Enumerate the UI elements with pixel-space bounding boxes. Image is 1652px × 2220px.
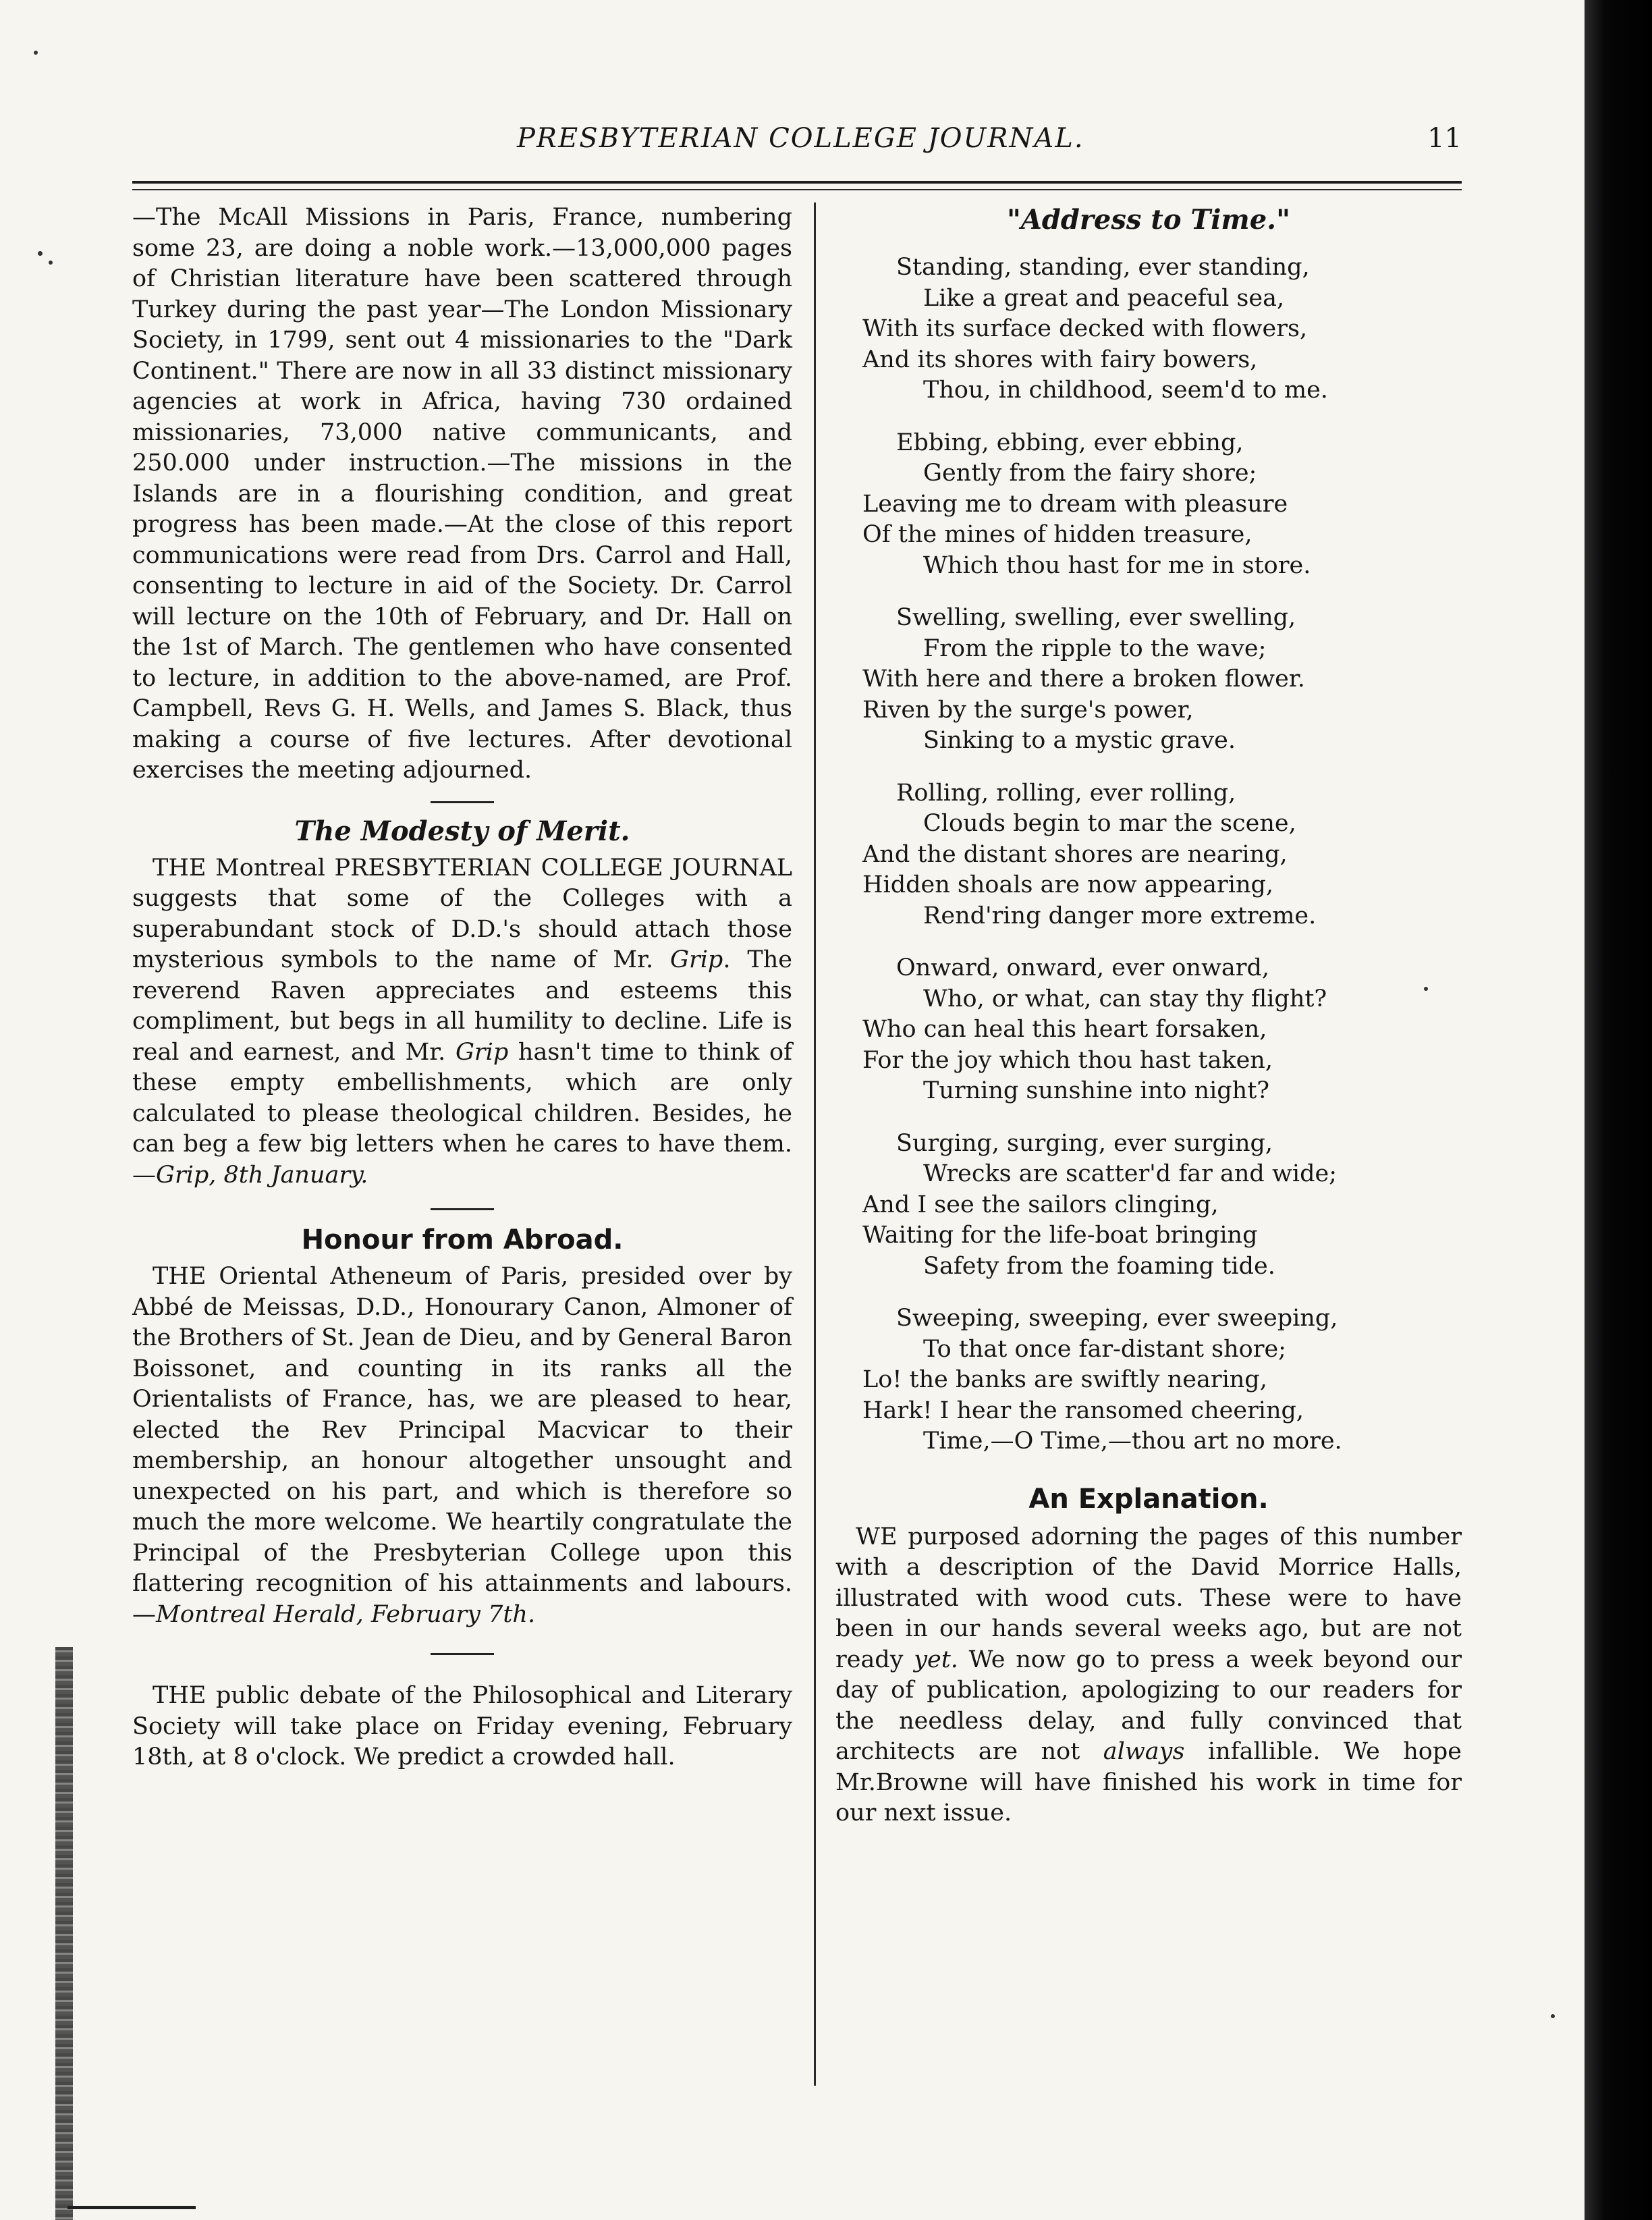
poem-line: Wrecks are scatter'd far and wide; <box>923 1160 1338 1187</box>
page-edge-shadow <box>1585 0 1652 2220</box>
poem <box>835 252 1462 1457</box>
header-rule-thin <box>132 189 1462 190</box>
poem-line: Lo! the banks are swiftly nearing, <box>862 1366 1267 1393</box>
section-rule <box>431 801 494 803</box>
explanation-text-3: infallible. We hope Mr.Browne will have finished his work in time for our next issue. <box>835 1738 1462 1826</box>
poem-line: With here and there a broken flower. <box>862 666 1305 693</box>
left-column <box>132 202 792 1773</box>
poem-line: Waiting for the life-boat bringing <box>862 1222 1258 1249</box>
right-column <box>835 202 1462 1829</box>
modesty-text-1: Montreal <box>206 854 335 882</box>
binding-edge <box>55 1647 73 2220</box>
explanation-text-1: purposed adorning the pages of this number with a description of the David Morrice Halls, illustrated with wood cuts. These were to have been in our hands several weeks ago, but are not ready <box>835 1523 1462 1673</box>
scan-speck <box>1551 2014 1555 2018</box>
poem-stanza <box>835 428 1462 582</box>
poem-line: And I see the sailors clinging, <box>862 1191 1219 1218</box>
poem-line: Thou, in childhood, seem'd to me. <box>923 377 1328 404</box>
honour-heading: Honour from Abroad. <box>301 1224 624 1255</box>
poem-line: Leaving me to dream with pleasure <box>862 490 1288 518</box>
honour-lead: THE <box>153 1263 206 1290</box>
poem-line: With its surface decked with flowers, <box>862 315 1308 342</box>
poem-line: Which thou hast for me in store. <box>923 551 1311 579</box>
grip-name-2: Grip <box>455 1038 509 1066</box>
scan-speck <box>38 251 43 256</box>
poem-line: Rolling, rolling, ever rolling, <box>896 779 1236 807</box>
poem-line: And the distant shores are nearing, <box>862 840 1288 868</box>
modesty-heading: The Modesty of Merit. <box>294 815 630 847</box>
modesty-lead: THE <box>153 854 206 882</box>
poem-line: Riven by the surge's power, <box>862 696 1194 724</box>
modesty-paragraph <box>132 853 792 1191</box>
poem-line: Ebbing, ebbing, ever ebbing, <box>896 429 1244 456</box>
honour-text: Oriental Atheneum of Paris, presided over by Abbé de Meissas, D.D., Honourary Canon, Almoner of the Brothers of St. Jean de Dieu, and by General Baron Boissonet, and counting in its ranks all the Orientalists of France, has, we are pleased to hear, elected the Rev Principal Macvicar to their membership, an honour altogether unsought and unexpected on his part, and which is therefore so much the more welcome. We heartily congratulate the Principal of the Presbyterian College upon this flattering recognition of his attainments and labours.— <box>132 1263 792 1628</box>
poem-line: Rend'ring danger more extreme. <box>923 902 1317 929</box>
debate-paragraph <box>132 1681 792 1773</box>
poem-stanza <box>835 1303 1462 1457</box>
poem-line: Swelling, swelling, ever swelling, <box>896 604 1296 631</box>
scan-speck <box>49 261 53 265</box>
explanation-heading: An Explanation. <box>1028 1483 1269 1515</box>
honour-paragraph <box>132 1262 792 1630</box>
poem-line: Of the mines of hidden treasure, <box>862 521 1252 548</box>
poem-stanza <box>835 1129 1462 1282</box>
explanation-always: always <box>1103 1738 1185 1765</box>
poem-stanza <box>835 778 1462 932</box>
poem-line: Sweeping, sweeping, ever sweeping, <box>896 1305 1338 1332</box>
missions-paragraph: —The McAll Missions in Paris, France, numbering some 23, are doing a noble work.—13,000,000 pages of Christian literature have been scattered through Turkey during the past year—The London Missionary Society, in 1799, sent out 4 missionaries to the "Dark Continent." There are now in all 33 distinct missionary agencies at work in Africa, having 730 ordained missionaries, 73,000 native communicants, and 250.000 under instruction.—The missions in the Islands are in a flourishing condition, and great progress has been made.—At the close of this report communications were read from Drs. Carrol and Hall, consenting to lecture in aid of the Society. Dr. Carrol will lecture on the 10th of February, and Dr. Hall on the 1st of March. The gentlemen who have consented to lecture, in addition to the above-named, are Prof. Campbell, Revs G. H. Wells, and James S. Black, thus making a course of five lectures. After devotional exercises the meeting adjourned. <box>132 204 792 784</box>
poem-stanza <box>835 603 1462 757</box>
running-header <box>132 123 1462 170</box>
modesty-source: Grip, 8th January. <box>156 1161 368 1189</box>
explanation-yet: yet. <box>914 1646 958 1673</box>
binding-edge-base <box>67 2206 196 2209</box>
explanation-text-2: We now go to press a week beyond our day of publication, apologizing to our readers for the needless delay, and fully convinced that architects are not <box>835 1646 1462 1765</box>
poem-line: And its shores with fairy bowers, <box>862 346 1258 373</box>
poem-heading: "Address to Time." <box>1007 204 1290 236</box>
poem-line: Surging, surging, ever surging, <box>896 1129 1273 1157</box>
poem-line: Who can heal this heart forsaken, <box>862 1016 1267 1043</box>
poem-line: Gently from the fairy shore; <box>923 460 1257 487</box>
explanation-lead: WE <box>856 1523 898 1550</box>
page-number: 11 <box>1427 123 1462 154</box>
debate-text: public debate of the Philosophical and Literary Society will take place on Friday evening, February 18th, at 8 o'clock. We predict a crowded hall. <box>132 1682 792 1770</box>
grip-name: Grip <box>670 946 723 973</box>
poem-line: Onward, onward, ever onward, <box>896 954 1270 981</box>
modesty-text-2: suggests that some of the Colleges with a superabundant stock of D.D.'s should attach those mysterious symbols to the name of Mr. <box>132 885 792 973</box>
journal-name: PRESBYTERIAN COLLEGE JOURNAL <box>334 854 792 882</box>
scan-speck <box>34 51 38 55</box>
explanation-paragraph <box>835 1522 1462 1829</box>
poem-stanza <box>835 953 1462 1107</box>
section-rule <box>431 1208 494 1210</box>
honour-source: Montreal Herald, February 7th. <box>156 1600 536 1628</box>
poem-line: Sinking to a mystic grave. <box>923 727 1236 754</box>
header-rule <box>132 181 1462 184</box>
poem-line: Safety from the foaming tide. <box>923 1252 1275 1280</box>
poem-line: Hark! I hear the ransomed cheering, <box>862 1397 1304 1424</box>
poem-stanza <box>835 252 1462 406</box>
poem-line: Standing, standing, ever standing, <box>896 254 1310 281</box>
column-divider <box>814 202 816 2086</box>
section-rule <box>431 1653 494 1655</box>
modesty-text-4: hasn't time to think of these empty embellishments, which are only calculated to please theological children. Besides, he can beg a few big letters when he cares to have them.— <box>132 1038 792 1189</box>
poem-line: From the ripple to the wave; <box>923 634 1267 662</box>
modesty-text-3: . The reverend Raven appreciates and esteems this compliment, but begs in all humility to decline. Life is real and earnest, and Mr. <box>132 946 792 1066</box>
poem-line: To that once far-distant shore; <box>923 1335 1286 1363</box>
running-title: PRESBYTERIAN COLLEGE JOURNAL. <box>517 123 1084 154</box>
poem-line: For the joy which thou hast taken, <box>862 1046 1273 1074</box>
poem-line: Turning sunshine into night? <box>923 1077 1270 1104</box>
poem-line: Who, or what, can stay thy flight? <box>923 985 1327 1012</box>
poem-line: Time,—O Time,—thou art no more. <box>923 1428 1342 1455</box>
debate-lead: THE <box>153 1682 206 1709</box>
poem-line: Clouds begin to mar the scene, <box>923 810 1296 837</box>
poem-line: Like a great and peaceful sea, <box>923 284 1285 312</box>
poem-line: Hidden shoals are now appearing, <box>862 871 1274 898</box>
